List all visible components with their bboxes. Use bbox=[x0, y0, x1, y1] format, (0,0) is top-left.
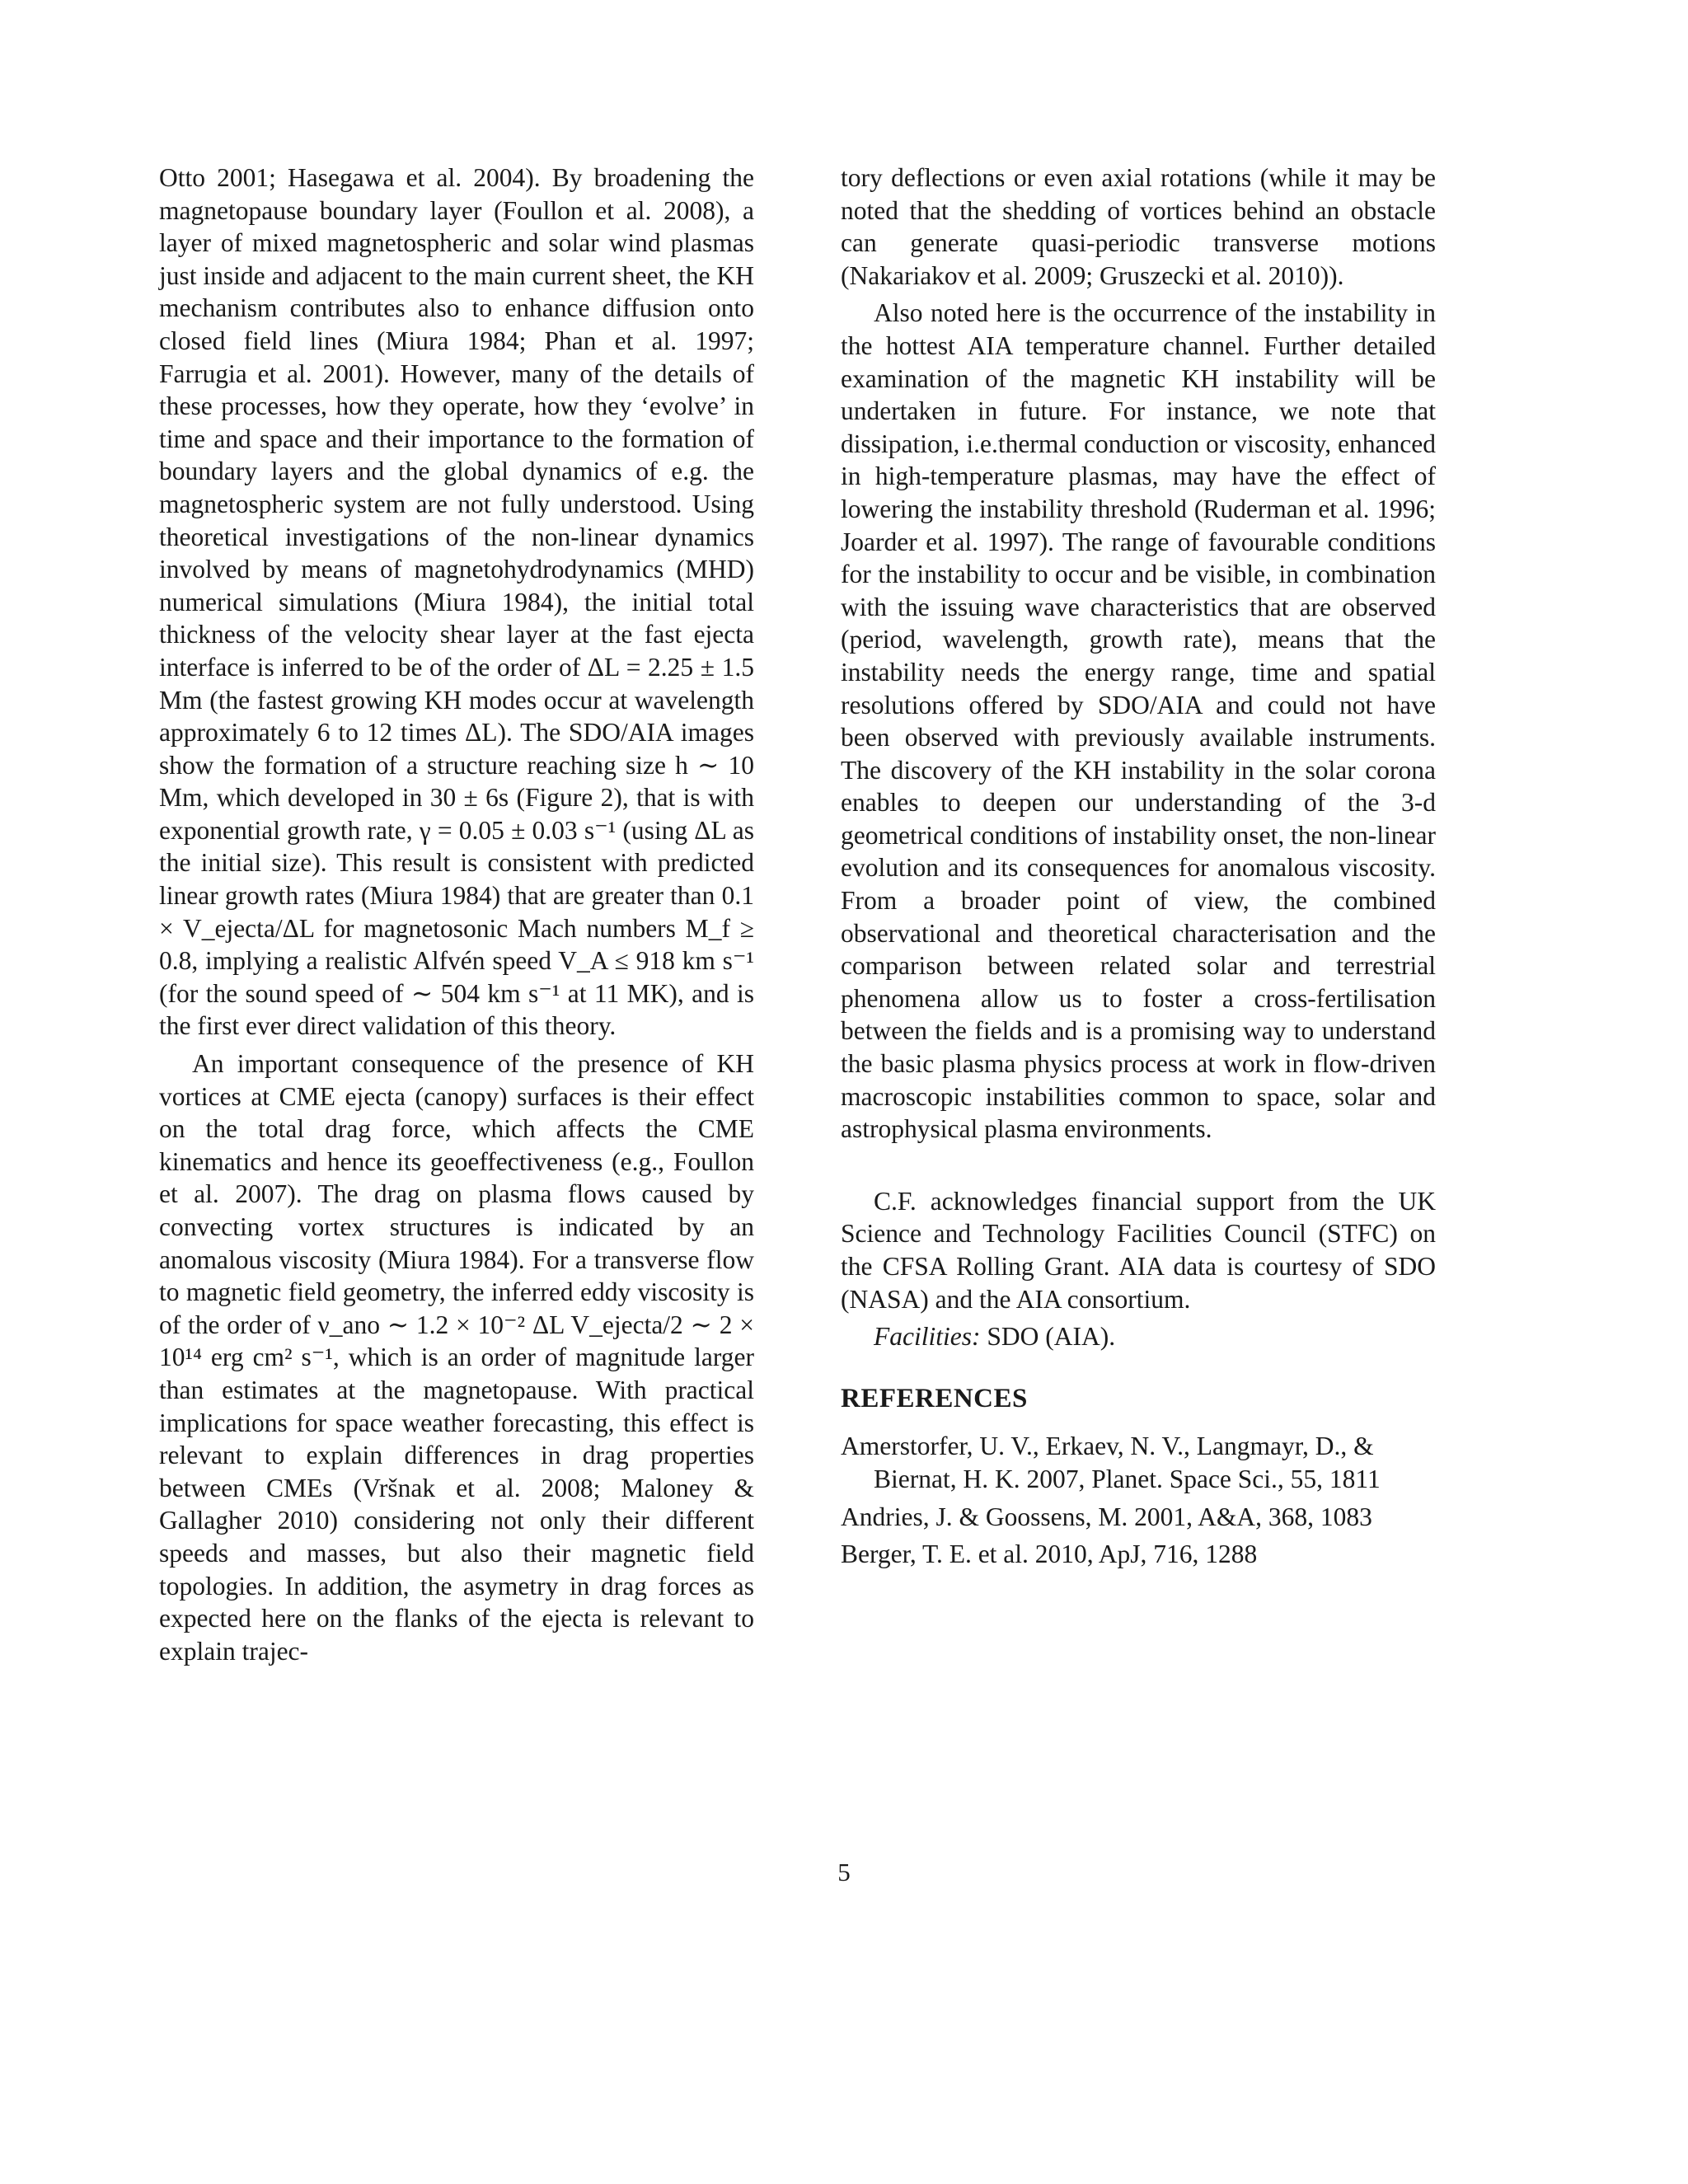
references-heading: REFERENCES bbox=[841, 1383, 1028, 1413]
facilities-line bbox=[841, 1320, 1436, 1353]
reference-item: Amerstorfer, U. V., Erkaev, N. V., Langmayr, D., & Biernat, H. K. 2007, Planet. Space Sci., 55, 1811 bbox=[841, 1432, 1381, 1493]
body-paragraph: tory deflections or even axial rotations (while it may be noted that the shedding of vortices behind an obstacle can generate quasi-periodic transverse motions (Nakariakov et al. 2009; Gruszecki et al. 2010)). bbox=[841, 163, 1436, 290]
facilities-value: SDO (AIA). bbox=[980, 1322, 1116, 1352]
body-paragraph: Also noted here is the occurrence of the instability in the hottest AIA temperature channel. Further detailed examination of the magnetic KH instability will be undertaken in future. For instance, we note that dissipation, i.e.thermal conduction or viscosity, enhanced in high-temperature plasmas, may have the effect of lowering the instability threshold (Ruderman et al. 1996; Joarder et al. 1997). The range of favourable conditions for the instability to occur and be visible, in combination with the issuing wave characteristics that are observed (period, wavelength, growth rate), means that the instability needs the energy range, time and spatial resolutions offered by SDO/AIA and could not have been observed with previously available instruments. The discovery of the KH instability in the solar corona enables to deepen our understanding of the 3-d geometrical conditions of instability onset, the non-linear evolution and its consequences for anomalous viscosity. From a broader point of view, the combined observational and theoretical characterisation and the comparison between related solar and terrestrial phenomena allow us to foster a cross-fertilisation between the fields and is a promising way to understand the basic plasma physics process at work in flow-driven macroscopic instabilities common to space, solar and astrophysical plasma environments. bbox=[841, 298, 1436, 1144]
body-paragraph: Otto 2001; Hasegawa et al. 2004). By broadening the magnetopause boundary layer (Foullon et al. 2008), a layer of mixed magnetospheric and solar wind plasmas just inside and adjacent to the main current sheet, the KH mechanism contributes also to enhance diffusion onto closed field lines (Miura 1984; Phan et al. 1997; Farrugia et al. 2001). However, many of the details of these processes, how they operate, how they ‘evolve’ in time and space and their importance to the formation of boundary layers and the global dynamics of e.g. the magnetospheric system are not fully understood. Using theoretical investigations of the non-linear dynamics involved by means of magnetohydrodynamics (MHD) numerical simulations (Miura 1984), the initial total thickness of the velocity shear layer at the fast ejecta interface is inferred to be of the order of ΔL = 2.25 ± 1.5 Mm (the fastest growing KH modes occur at wavelength approximately 6 to 12 times ΔL). The SDO/AIA images show the formation of a structure reaching size h ∼ 10 Mm, which developed in 30 ± 6s (Figure 2), that is with exponential growth rate, γ = 0.05 ± 0.03 s⁻¹ (using ΔL as the initial size). This result is consistent with predicted linear growth rates (Miura 1984) that are greater than 0.1 × V_ejecta/ΔL for magnetosonic Mach numbers M_f ≥ 0.8, implying a realistic Alfvén speed V_A ≤ 918 km s⁻¹ (for the sound speed of ∼ 504 km s⁻¹ at 11 MK), and is the first ever direct validation of this theory. bbox=[159, 163, 754, 1041]
right-column bbox=[841, 162, 1436, 1571]
reference-item: Andries, J. & Goossens, M. 2001, A&A, 368, 1083 bbox=[841, 1502, 1372, 1531]
left-column bbox=[159, 162, 754, 1667]
acknowledgement: C.F. acknowledges financial support from the UK Science and Technology Facilities Council (STFC) on the CFSA Rolling Grant. AIA data is courtesy of SDO (NASA) and the AIA consortium. bbox=[841, 1186, 1436, 1314]
facilities-label: Facilities: bbox=[874, 1322, 981, 1352]
reference-list bbox=[841, 1430, 1436, 1570]
page-number: 5 bbox=[837, 1858, 851, 1886]
body-paragraph: An important consequence of the presence of KH vortices at CME ejecta (canopy) surfaces is their effect on the total drag force, which affects the CME kinematics and hence its geoeffectiveness (e.g., Foullon et al. 2007). The drag on plasma flows caused by convecting vortex structures is indicated by an anomalous viscosity (Miura 1984). For a transverse flow to magnetic field geometry, the inferred eddy viscosity is of the order of ν_ano ∼ 1.2 × 10⁻² ΔL V_ejecta/2 ∼ 2 × 10¹⁴ erg cm² s⁻¹, which is an order of magnitude larger than estimates at the magnetopause. With practical implications for space weather forecasting, this effect is relevant to explain differences in drag properties between CMEs (Vršnak et al. 2008; Maloney & Gallagher 2010) considering not only their different speeds and masses, but also their magnetic field topologies. In addition, the asymetry in drag forces as expected here on the flanks of the ejecta is relevant to explain trajec- bbox=[159, 1049, 754, 1666]
reference-item: Berger, T. E. et al. 2010, ApJ, 716, 1288 bbox=[841, 1540, 1258, 1569]
